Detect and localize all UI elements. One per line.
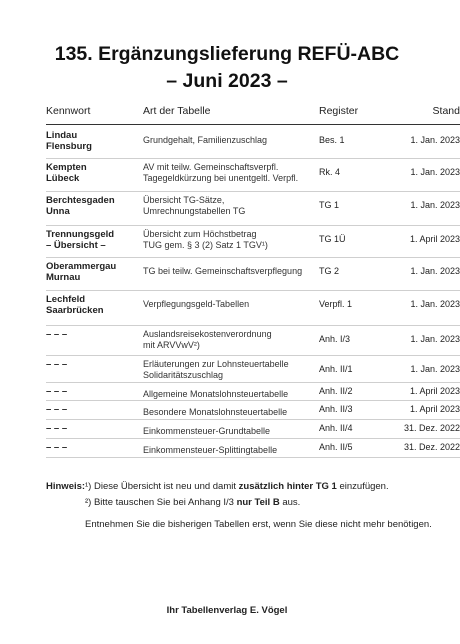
row-separator <box>46 355 460 356</box>
row-separator <box>46 257 460 258</box>
document-title: 135. Ergänzungslieferung REFÜ-ABC <box>54 43 400 65</box>
publisher-footer: Ihr Tabellenverlag E. Vögel <box>166 605 288 616</box>
kennwort-line1: Kempten <box>46 162 87 173</box>
row-separator <box>46 158 460 159</box>
art-line1: Einkommensteuer-Grundtabelle <box>143 426 271 436</box>
register-cell: TG 1 <box>319 200 340 210</box>
stand-cell: 31. Dez. 2022 <box>403 423 460 433</box>
header-stand: Stand <box>432 105 460 117</box>
row-separator <box>46 457 460 458</box>
register-cell: Anh. II/4 <box>319 423 353 433</box>
kennwort-line2: Lübeck <box>46 173 80 184</box>
row-separator <box>46 290 460 291</box>
row-separator <box>46 438 460 439</box>
header-art: Art der Tabelle <box>143 105 211 117</box>
register-cell: Bes. 1 <box>319 135 345 145</box>
stand-cell: 1. April 2023 <box>409 386 460 396</box>
kennwort-line1: – – – <box>46 329 68 340</box>
art-line1: AV mit teilw. Gemeinschaftsverpfl. <box>143 162 279 172</box>
register-cell: Anh. II/5 <box>319 442 353 452</box>
stand-cell: 1. Jan. 2023 <box>410 364 460 374</box>
stand-cell: 1. Jan. 2023 <box>410 200 460 210</box>
art-line1: Erläuterungen zur Lohnsteuertabelle <box>143 359 289 369</box>
kennwort-line1: – – – <box>46 442 68 453</box>
stand-cell: 1. Jan. 2023 <box>410 299 460 309</box>
kennwort-line2: Murnau <box>46 272 81 283</box>
header-register: Register <box>319 105 359 117</box>
note-label: Hinweis: <box>46 481 86 492</box>
kennwort-line1: Oberammergau <box>46 261 117 272</box>
art-line1: Allgemeine Monatslohnsteuertabelle <box>143 389 289 399</box>
kennwort-line2: Unna <box>46 206 70 217</box>
register-cell: Verpfl. 1 <box>319 299 353 309</box>
row-separator <box>46 225 460 226</box>
art-line1: Auslandsreisekostenverordnung <box>143 329 272 339</box>
kennwort-line1: Trennungsgeld <box>46 229 115 240</box>
art-line2: mit ARVVwV²) <box>143 340 200 350</box>
kennwort-line2: Flensburg <box>46 141 92 152</box>
kennwort-line1: – – – <box>46 386 68 397</box>
stand-cell: 1. Jan. 2023 <box>410 334 460 344</box>
register-cell: TG 2 <box>319 266 340 276</box>
row-separator <box>46 382 460 383</box>
art-line1: Übersicht zum Höchstbetrag <box>143 229 257 239</box>
art-line1: Einkommensteuer-Splittingtabelle <box>143 445 278 455</box>
art-line1: Übersicht TG-Sätze, <box>143 195 225 205</box>
stand-cell: 1. Jan. 2023 <box>410 167 460 177</box>
kennwort-line1: – – – <box>46 404 68 415</box>
art-line1: Verpflegungsgeld-Tabellen <box>143 299 250 309</box>
register-cell: TG 1Ü <box>319 234 346 244</box>
kennwort-line1: – – – <box>46 423 68 434</box>
note-2: ²) Bitte tauschen Sie bei Anhang I/3 nur Teil B aus. <box>85 497 301 508</box>
row-separator <box>46 419 460 420</box>
register-cell: Anh. I/3 <box>319 334 351 344</box>
row-separator <box>46 191 460 192</box>
register-cell: Rk. 4 <box>319 167 341 177</box>
note-3: Entnehmen Sie die bisherigen Tabellen erst, wenn Sie diese nicht mehr benötigen. <box>85 519 432 530</box>
art-line2: Solidaritätszuschlag <box>143 370 224 380</box>
art-line2: Umrechnungstabellen TG <box>143 206 246 216</box>
art-line1: Grundgehalt, Familienzuschlag <box>143 135 268 145</box>
row-separator <box>46 325 460 326</box>
kennwort-line1: – – – <box>46 359 68 370</box>
stand-cell: 1. April 2023 <box>409 404 460 414</box>
note-1: ¹) Diese Übersicht ist neu und damit zusätzlich hinter TG 1 einzufügen. <box>85 481 389 492</box>
stand-cell: 1. Jan. 2023 <box>410 135 460 145</box>
kennwort-line2: Saarbrücken <box>46 305 104 316</box>
stand-cell: 1. April 2023 <box>409 234 460 244</box>
register-cell: Anh. II/2 <box>319 386 353 396</box>
stand-cell: 31. Dez. 2022 <box>403 442 460 452</box>
row-separator <box>46 400 460 401</box>
header-kennwort: Kennwort <box>46 105 91 117</box>
kennwort-line1: Lindau <box>46 130 78 141</box>
art-line2: TUG gem. § 3 (2) Satz 1 TGV¹) <box>143 240 268 250</box>
header-rule <box>46 124 460 125</box>
kennwort-line2: – Übersicht – <box>46 240 106 251</box>
document-subtitle: – Juni 2023 – <box>166 70 288 92</box>
kennwort-line1: Lechfeld <box>46 294 86 305</box>
art-line2: Tagegeldkürzung bei unentgeltl. Verpfl. <box>143 173 299 183</box>
register-cell: Anh. II/1 <box>319 364 353 374</box>
stand-cell: 1. Jan. 2023 <box>410 266 460 276</box>
register-cell: Anh. II/3 <box>319 404 353 414</box>
kennwort-line1: Berchtesgaden <box>46 195 115 206</box>
art-line1: TG bei teilw. Gemeinschaftsverpflegung <box>143 266 303 276</box>
art-line1: Besondere Monatslohnsteuertabelle <box>143 407 288 417</box>
